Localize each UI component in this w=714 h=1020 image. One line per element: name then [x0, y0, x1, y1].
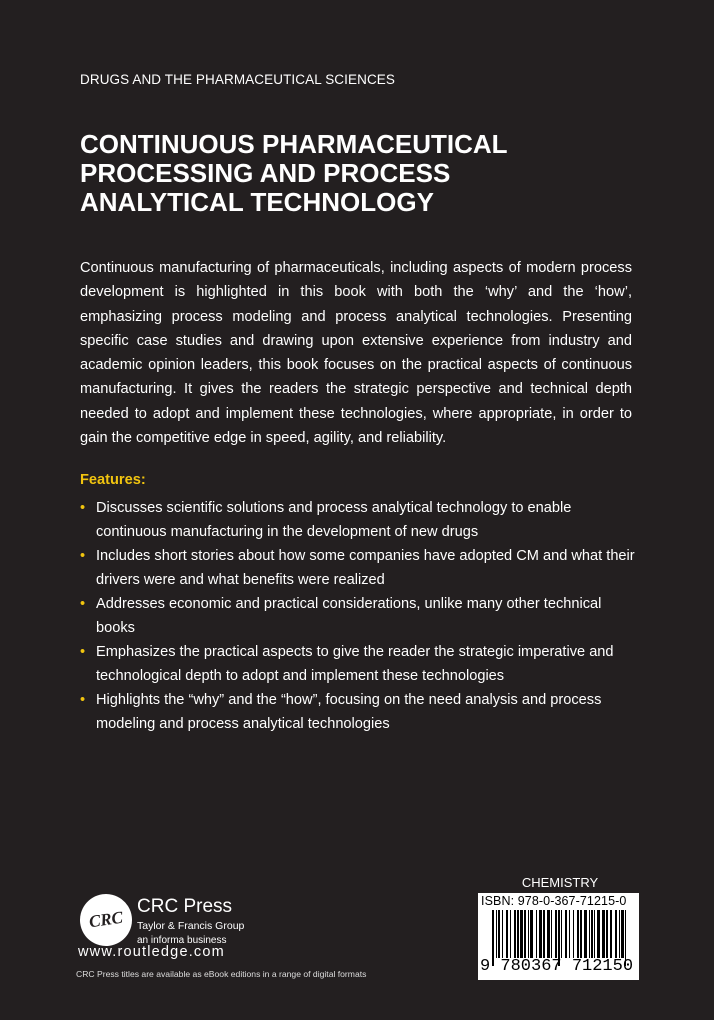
barcode-bar: [610, 910, 612, 958]
feature-item: [80, 688, 640, 736]
subject-category: CHEMISTRY: [521, 875, 599, 890]
barcode-bar: [577, 910, 579, 958]
barcode-bar: [573, 910, 574, 958]
feature-item: [80, 592, 640, 640]
title-line: PROCESSING AND PROCESS: [80, 158, 451, 188]
features-list: [80, 496, 640, 736]
feature-text: Highlights the “why” and the “how”, focusing on the need analysis and process modeling and process analytical technologies: [96, 692, 602, 732]
bullet-icon: •: [80, 644, 86, 660]
barcode-bar: [496, 910, 497, 958]
barcode-bar: [597, 910, 600, 958]
feature-item: [80, 640, 640, 688]
feature-item: [80, 496, 640, 544]
barcode-bar: [589, 910, 590, 958]
bullet-icon: •: [80, 500, 86, 516]
barcode-bar: [520, 910, 523, 958]
barcode-bar: [551, 910, 552, 958]
barcode-bar: [594, 910, 595, 958]
feature-text: Addresses economic and practical considerations, unlike many other technical books: [96, 596, 602, 636]
barcode-bar: [580, 910, 582, 958]
barcode-bar: [528, 910, 529, 958]
book-description: Continuous manufacturing of pharmaceuticals, including aspects of modern process development is highlighted in this book with both the ‘why’ and the ‘how’, emphasizing process modeling and process analytical technologies. Presenting specific case studies and drawing upon extensive experience from industry and academic opinion leaders, this book focuses on the practical aspects of continuous manufacturing. It gives the readers the strategic perspective and technical depth needed to adopt and implement these technologies, where appropriate, in order to gain the competitive edge in speed, agility, and reliability.: [80, 260, 632, 447]
barcode-bar: [498, 910, 500, 958]
barcode-bar: [602, 910, 605, 958]
barcode-bar: [565, 910, 567, 958]
barcode-bar: [591, 910, 593, 958]
barcode-bar: [619, 910, 620, 958]
ebook-note: CRC Press titles are available as eBook editions in a range of digital formats: [76, 969, 367, 979]
title-line: ANALYTICAL TECHNOLOGY: [80, 187, 434, 217]
feature-text: Includes short stories about how some companies have adopted CM and what their drivers were and what benefits were realized: [96, 548, 635, 588]
barcode-digits: 9 780367 712150: [480, 957, 634, 976]
crc-logo-icon: CRC: [77, 891, 136, 950]
barcode-bar: [569, 910, 570, 958]
website-link[interactable]: www.routledge.com: [78, 944, 225, 960]
barcode-bar: [530, 910, 533, 958]
series-name: DRUGS AND THE PHARMACEUTICAL SCIENCES: [80, 72, 396, 87]
barcode-bar: [536, 910, 537, 958]
title-line: CONTINUOUS PHARMACEUTICAL: [80, 129, 508, 159]
bullet-icon: •: [80, 596, 86, 612]
barcode-bar: [514, 910, 516, 958]
barcode: [478, 893, 639, 980]
barcode-bar: [510, 910, 511, 958]
barcode-bar: [561, 910, 562, 958]
barcode-bar: [506, 910, 508, 958]
barcode-bar: [547, 910, 550, 958]
barcode-bar: [543, 910, 545, 958]
isbn: ISBN: 978-0-367-71215-0: [481, 894, 627, 908]
publisher-informa: an informa business: [137, 935, 227, 946]
barcode-bar: [539, 910, 542, 958]
barcode-bar: [584, 910, 587, 958]
barcode-bar: [555, 910, 557, 958]
book-title: [80, 130, 508, 217]
barcode-bar: [524, 910, 526, 958]
feature-item: [80, 544, 640, 592]
barcode-bar: [615, 910, 617, 958]
barcode-bar: [502, 910, 503, 958]
publisher-group: Taylor & Francis Group: [137, 920, 245, 932]
bullet-icon: •: [80, 548, 86, 564]
feature-text: Discusses scientific solutions and process analytical technology to enable continuous manufacturing in the development of new drugs: [96, 500, 572, 540]
features-heading: Features:: [80, 472, 146, 488]
barcode-bar: [606, 910, 608, 958]
barcode-bar: [621, 910, 624, 958]
feature-text: Emphasizes the practical aspects to give the reader the strategic imperative and technological depth to adopt and implement these technologies: [96, 644, 614, 684]
bullet-icon: •: [80, 692, 86, 708]
barcode-bar: [517, 910, 519, 958]
publisher-block: [137, 897, 244, 947]
publisher-name: CRC Press: [137, 896, 233, 917]
